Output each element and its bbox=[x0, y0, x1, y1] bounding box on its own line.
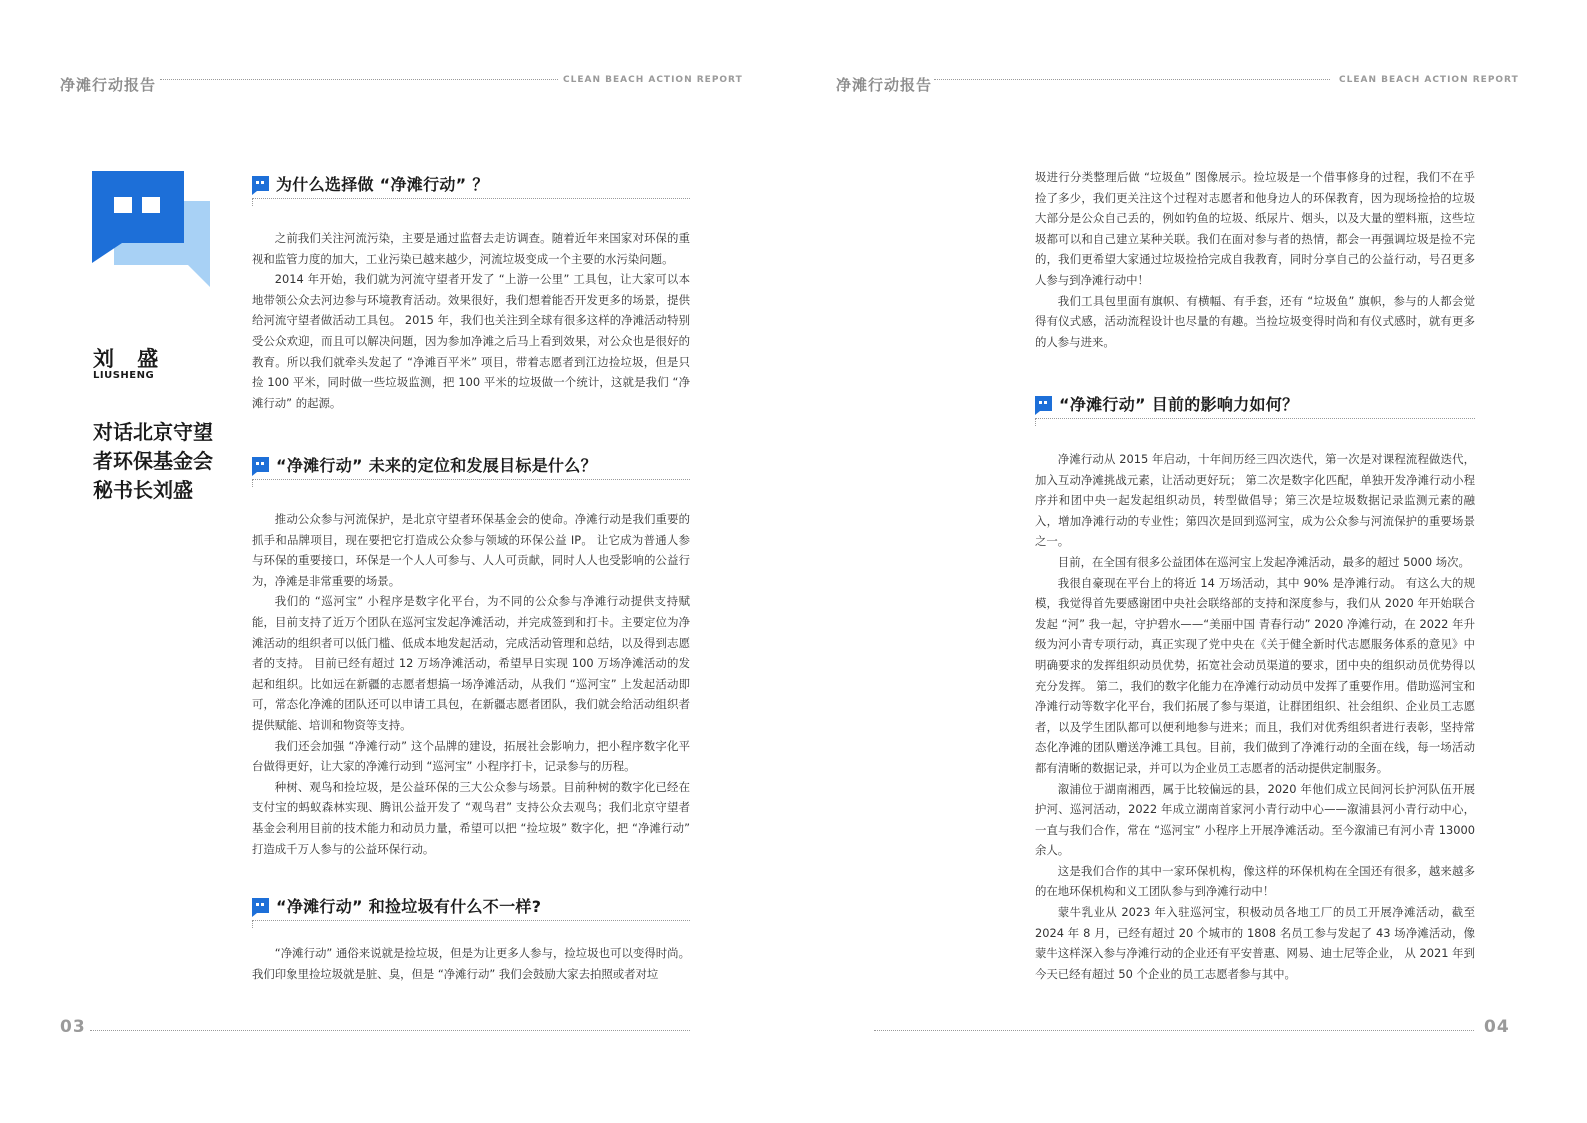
header-divider bbox=[160, 79, 558, 80]
question-text: “净滩行动” 目前的影响力如何？ bbox=[1059, 395, 1299, 414]
paragraph: 我们的 “巡河宝” 小程序是数字化平台，为不同的公众参与净滩行动提供支持赋能，目前支持了近万个团队在巡河宝发起净滩活动，并完成签到和打卡。主要定位为净滩活动的组织者可以低门槛、低成本地发起活动，完成活动管理和总结，以及得到志愿者的支持。 目前已经有超过 12 万场净滩活动，希望早日实现 100 万场净滩活动的发起和组织。比如远在新疆的志愿者想搞一场净滩活动，从我们 “巡河宝” 上发起活动即可，常态化净滩的团队还可以申请工具包，在新疆志愿者团队，我们就会给活动组织者提供赋能、培训和物资等支持。 bbox=[252, 594, 690, 732]
heading-divider bbox=[1035, 418, 1475, 419]
intro-line: 秘书长刘盛 bbox=[93, 478, 193, 502]
paragraph: 蒙牛乳业从 2023 年入驻巡河宝，积极动员各地工厂的员工开展净滩活动，截至 2024 年 8 月，已经有超过 20 个城市的 1808 名员工参与发起了 43 场净滩活动，像蒙牛这样深入参与净滩行动的企业还有平安普惠、网易、迪士尼等企业， 从 2021 年到今天已经有超过 50 个企业的员工志愿者参与其中。 bbox=[1035, 905, 1475, 981]
header-title: 净滩行动报告 bbox=[836, 76, 933, 94]
intro-line: 对话北京守望 bbox=[93, 420, 213, 444]
paragraph: 种树、观鸟和捡垃圾，是公益环保的三大公众参与场景。目前种树的数字化已经在支付宝的蚂蚁森林实现、腾讯公益开发了 “观鸟君” 支持公众去观鸟；我们北京守望者基金会利用目前的技术能力和动员力量，希望可以把 “捡垃圾” 数字化，把 “净滩行动” 打造成千万人参与的公益环保行动。 bbox=[252, 779, 690, 856]
paragraph: 之前我们关注河流污染，主要是通过监督去走访调查。随着近年来国家对环保的重视和监管力度的加大，工业污染已越来越少，河流垃圾变成一个主要的水污染问题。 bbox=[252, 231, 690, 266]
paragraph: “净滩行动” 通俗来说就是捡垃圾，但是为让更多人参与，捡垃圾也可以变得时尚。我们印象里捡垃圾就是脏、臭，但是 “净滩行动” 我们会鼓励大家去拍照或者对垃 bbox=[252, 946, 690, 981]
header-subtitle: CLEAN BEACH ACTION REPORT bbox=[563, 75, 743, 85]
header-title: 净滩行动报告 bbox=[60, 76, 157, 94]
right-page bbox=[794, 0, 1587, 1123]
speech-bubble-icon bbox=[1035, 396, 1052, 411]
question-heading bbox=[1035, 392, 1298, 415]
heading-divider bbox=[252, 479, 690, 480]
paragraph: 我们工具包里面有旗帜、有横幅、有手套，还有 “垃圾鱼” 旗帜，参与的人都会觉得有仪式感，活动流程设计也尽量的有趣。当捡垃圾变得时尚和有仪式感时，就有更多的人参与进来。 bbox=[1035, 293, 1475, 349]
header-divider bbox=[934, 79, 1330, 80]
paragraph: 我们还会加强 “净滩行动” 这个品牌的建设，拓展社会影响力，把小程序数字化平台做得更好，让大家的净滩行动到 “巡河宝” 小程序打卡，记录参与的历程。 bbox=[252, 738, 690, 774]
large-speech-bubble-icon bbox=[92, 171, 210, 289]
paragraph: 目前，在全国有很多公益团体在巡河宝上发起净滩活动，最多的超过 5000 场次。 bbox=[1057, 554, 1470, 569]
interviewee-name: 刘 盛 bbox=[93, 347, 167, 371]
question-text: “净滩行动” 未来的定位和发展目标是什么？ bbox=[276, 456, 597, 475]
answer-text bbox=[252, 228, 690, 413]
question-text: “净滩行动” 和捡垃圾有什么不一样? bbox=[276, 897, 542, 916]
paragraph: 圾进行分类整理后做 “垃圾鱼” 图像展示。捡垃圾是一个借事修身的过程，我们不在乎捡了多少，我们更关注这个过程对志愿者和他身边人的环保教育，因为现场捡拾的垃圾大部分是公众自己丢的，例如钓鱼的垃圾、纸尿片、烟头，以及大量的塑料瓶，这些垃圾都可以和自己建立某种关联。我们在面对参与者的热情，都会一再强调垃圾是捡不完的，我们更希望大家通过垃圾捡拾完成自我教育，同时分享自己的公益行动，号召更多人参与到净滩行动中！ bbox=[1035, 170, 1475, 287]
paragraph: 净滩行动从 2015 年启动，十年间历经三四次迭代，第一次是对课程流程做迭代，加入互动净滩挑战元素，让活动更好玩； 第二次是数字化匹配，单独开发净滩行动小程序并和团中央一起发起组织动员，转型做倡导；第三次是垃圾数据记录监测元素的融入，增加净滩行动的专业性；第四次是回到巡河宝，成为公众参与河流保护的重要场景之一。 bbox=[1035, 452, 1475, 549]
heading-divider bbox=[252, 198, 690, 199]
speech-bubble-icon bbox=[252, 457, 269, 472]
paragraph: 这是我们合作的其中一家环保机构，像这样的环保机构在全国还有很多，越来越多的在地环保机构和义工团队参与到净滩行动中！ bbox=[1035, 863, 1475, 899]
paragraph: 推动公众参与河流保护，是北京守望者环保基金会的使命。净滩行动是我们重要的抓手和品牌项目，现在要把它打造成公众参与领域的环保公益 IP。 让它成为普通人参与环保的重要接口，环保是一个人人可参与、人人可贡献，同时人人也受影响的公益行为，净滩是非常重要的场景。 bbox=[252, 512, 690, 588]
paragraph: 我很自豪现在平台上的将近 14 万场活动，其中 90% 是净滩行动。 有这么大的规模，我觉得首先要感谢团中央社会联络部的支持和深度参与，我们从 2020 年开始联合发起 “河” 我一起，守护碧水——“美丽中国 青春行动” 2020 净滩行动，在 2022 年升级为河小青专项行动，真正实现了党中央在《关于健全新时代志愿服务体系的意见》中明确要求的发挥组织动员优势，拓宽社会动员渠道的要求，团中央的组织动员优势得以充分发挥。 第二，我们的数字化能力在净滩行动动员中发挥了重要作用。借助巡河宝和净滩行动等数字化平台，我们拓展了参与渠道，让群团组织、社会组织、企业员工志愿者，以及学生团队都可以便利地参与进来；而且，我们对优秀组织者进行表彰，坚持常态化净滩的团队赠送净滩工具包。目前，我们做到了净滩行动的全面在线，每一场活动都有清晰的数据记录，并可以为企业员工志愿者的活动提供定制服务。 bbox=[1035, 575, 1475, 775]
intro-line: 者环保基金会 bbox=[93, 449, 213, 473]
interviewee-pinyin: LIUSHENG bbox=[93, 370, 155, 381]
answer-text bbox=[252, 943, 690, 984]
footer-divider bbox=[874, 1030, 1474, 1031]
footer-divider bbox=[90, 1030, 690, 1031]
speech-bubble-icon bbox=[252, 898, 269, 913]
header-subtitle: CLEAN BEACH ACTION REPORT bbox=[1339, 75, 1519, 85]
left-page bbox=[0, 0, 793, 1123]
heading-divider bbox=[252, 920, 690, 921]
page-number: 04 bbox=[1484, 1017, 1510, 1037]
answer-text bbox=[1035, 449, 1475, 984]
question-heading bbox=[252, 894, 541, 917]
page-number: 03 bbox=[60, 1017, 86, 1037]
question-heading bbox=[252, 172, 489, 195]
question-text: 为什么选择做 “净滩行动” ？ bbox=[276, 175, 489, 194]
answer-text bbox=[252, 509, 690, 859]
paragraph: 2014 年开始，我们就为河流守望者开发了 “上游一公里” 工具包，让大家可以本地带领公众去河边参与环境教育活动。效果很好，我们想着能否开发更多的场景，提供给河流守望者做活动工具包。 2015 年，我们也关注到全球有很多这样的净滩活动特别受公众欢迎，而且可以解决问题，因为参加净滩之后马上看到效果，对公众也是很好的教育。所以我们就牵头发起了 “净滩百平米” 项目，带着志愿者到江边捡垃圾，但是只捡 100 平米，同时做一些垃圾监测，把 100 平米的垃圾做一个统计，这就是我们 “净滩行动” 的起源。 bbox=[252, 272, 690, 410]
question-heading bbox=[252, 453, 597, 476]
interview-intro bbox=[93, 418, 213, 505]
continued-text bbox=[1035, 167, 1475, 352]
paragraph: 溆浦位于湖南湘西，属于比较偏远的县，2020 年他们成立民间河长护河队伍开展护河、巡河活动，2022 年成立湖南首家河小青行动中心——溆浦县河小青行动中心，一直与我们合作，常在 “巡河宝” 小程序上开展净滩活动。至今溆浦已有河小青 13000 余人。 bbox=[1035, 781, 1475, 858]
speech-bubble-icon bbox=[252, 176, 269, 191]
